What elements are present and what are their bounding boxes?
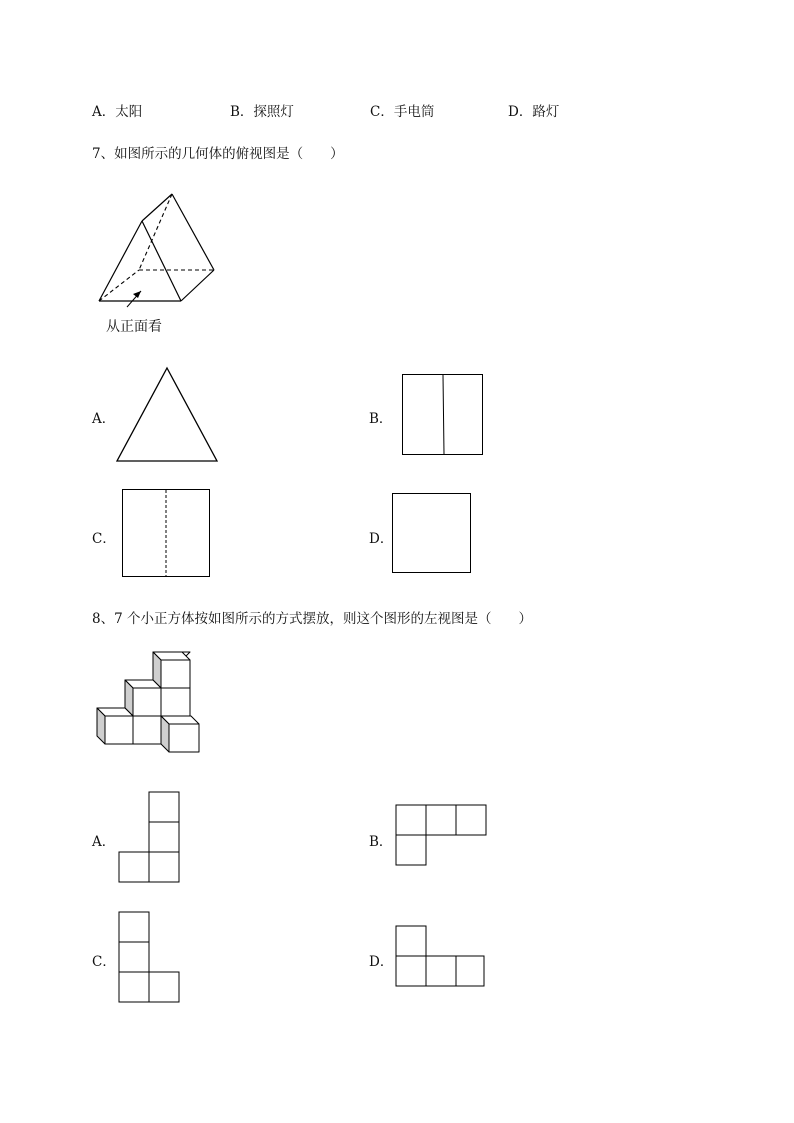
q7-figure-caption: 从正面看 — [106, 319, 162, 335]
q8-option-b-grid — [395, 804, 489, 868]
q8-stem: 8、7 个小正方体按如图所示的方式摆放，则这个图形的左视图是（ ） — [92, 611, 532, 627]
q8-option-c-grid — [118, 911, 182, 1005]
q6-option-c-text: 手电筒 — [393, 104, 435, 120]
q7-option-d-square — [392, 493, 474, 575]
q8-option-a-label[interactable]: A． — [92, 834, 116, 850]
q7-option-b-label[interactable]: B． — [369, 411, 393, 427]
q7-option-d-label[interactable]: D． — [369, 531, 394, 547]
q7-option-b-rectangle — [402, 374, 484, 456]
q8-option-c-label[interactable]: C． — [92, 954, 116, 970]
q6-option-a-letter: A． — [92, 104, 116, 120]
q7-option-c-rectangle — [122, 489, 212, 579]
q8-option-d-grid — [395, 925, 489, 989]
q6-option-c-letter: C． — [370, 104, 394, 120]
q7-stem: 7、如图所示的几何体的俯视图是（ ） — [92, 146, 344, 162]
q6-option-a-text: 太阳 — [115, 104, 143, 120]
q6-option-d-text: 路灯 — [532, 104, 560, 120]
q7-option-a-label[interactable]: A． — [92, 411, 116, 427]
q8-option-d-label[interactable]: D． — [369, 954, 394, 970]
q6-option-b-text: 探照灯 — [253, 104, 294, 120]
q7-option-c-label[interactable]: C． — [92, 531, 116, 547]
q6-option-c[interactable] — [370, 100, 434, 120]
q7-prism-figure — [95, 190, 220, 310]
q8-option-a-grid — [118, 791, 182, 885]
q6-option-b-letter: B． — [230, 104, 254, 120]
q6-option-d-letter: D． — [508, 104, 533, 120]
q6-option-b[interactable] — [230, 100, 294, 120]
q8-option-b-label[interactable]: B． — [369, 834, 393, 850]
q7-option-a-triangle — [115, 367, 219, 463]
q6-option-d[interactable] — [508, 100, 559, 120]
q6-option-a[interactable] — [92, 100, 142, 120]
q8-cubes-figure — [95, 650, 205, 760]
